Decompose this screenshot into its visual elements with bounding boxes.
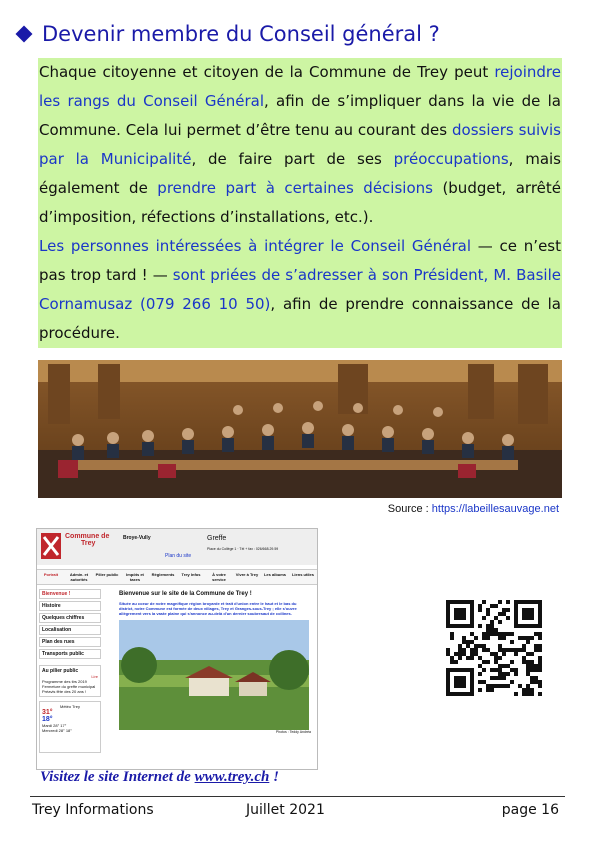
nav-item[interactable]: Impôts et taxes	[126, 572, 144, 582]
diamond-bullet-icon	[16, 26, 33, 43]
text: , mais également de	[39, 150, 561, 197]
site-section: Greffe	[207, 535, 227, 542]
nav-item[interactable]: Portrait	[43, 572, 59, 577]
website-screenshot	[36, 528, 318, 770]
weather-widget	[39, 701, 101, 753]
highlight: dossiers suivis par la Municipalité	[39, 121, 561, 168]
weather-title: Météo Trey	[59, 704, 80, 709]
visit-line	[40, 769, 279, 786]
website-link[interactable]: www.trey.ch	[194, 769, 270, 785]
weather-day: Mercredi 28° 18°	[42, 728, 72, 733]
pillar-title: Au pilier public	[42, 668, 79, 674]
council-photo	[38, 360, 562, 498]
sidebar-item[interactable]: Bienvenue !	[39, 589, 101, 599]
pillar-box	[39, 665, 101, 697]
photo-source	[388, 503, 559, 515]
weather-high: 31°	[42, 709, 53, 716]
text: — ce n’est pas trop tard ! —	[39, 237, 561, 284]
sidebar-item[interactable]: Localisation	[39, 625, 101, 635]
visit-post: !	[269, 769, 279, 785]
visit-pre: Visitez	[40, 769, 81, 785]
pillar-item[interactable]: Préavis fête des 20 ans !	[42, 689, 87, 694]
site-address: Place du Collège 1 · Tél + fax : 026/668.29.59	[207, 547, 279, 551]
nav-item[interactable]: À votre service	[212, 572, 226, 582]
sidebar-item[interactable]: Transports public	[39, 649, 101, 659]
text: , afin de prendre connaissance de la procédure.	[39, 295, 562, 342]
nav-item[interactable]: Pilier public	[95, 572, 119, 577]
weather-day: Mardi 28° 17°	[42, 723, 67, 728]
pillar-item[interactable]: Fermeture du greffe municipal	[42, 684, 96, 689]
nav-item[interactable]: Règlements	[151, 572, 175, 577]
heading-text: Devenir membre du Conseil général ?	[42, 22, 440, 46]
highlight: sont priées de s’adresser à son Président, M. Basile Cornamusaz (079 266 10 50)	[39, 266, 561, 313]
nav-item[interactable]: Admin. et autorités	[69, 572, 89, 582]
source-link[interactable]: https://labeillesauvage.net	[431, 503, 559, 515]
text: Chaque citoyenne et citoyen de la Commune de Trey peut	[39, 63, 495, 81]
highlight: prendre part à certaines décisions	[157, 179, 433, 197]
footer-rule	[30, 796, 565, 797]
sidebar-item[interactable]: Histoire	[39, 601, 101, 611]
nav-item[interactable]: Liens utiles	[291, 572, 314, 577]
region: Broye-Vully	[123, 535, 151, 541]
nav-item[interactable]: Vivre à Trey	[235, 572, 259, 577]
sitemap-link[interactable]: Plan du site	[165, 553, 192, 559]
highlight: Les personnes intéressées à intégrer le Conseil Général	[39, 237, 472, 255]
info-box	[38, 58, 562, 348]
paragraph-2	[38, 232, 562, 348]
village-photo	[119, 620, 309, 730]
site-sidebar	[39, 589, 101, 753]
pillar-item[interactable]: Programme des tirs 2019	[42, 679, 87, 684]
highlight: préoccupations	[393, 150, 509, 168]
qr-code-icon[interactable]	[446, 600, 542, 696]
welcome-title: Bienvenue sur le site de la Commune de Trey !	[119, 591, 252, 597]
text: , afin de s’impliquer dans la vie de la Commune. Cela lui permet d’être tenu au courant des	[39, 92, 561, 139]
site-main	[119, 591, 311, 734]
welcome-intro: Située au coeur de notre magnifique région broyarde et trait d'union entre le haut et le bas du district, notre Commune est formée de deux villages, Trey et Granges-sous-Trey ; elle s'ouvre allègrement vers la vaste plaine qui s'annonce au-delà d'un dernier soubresaut de collines.	[119, 601, 297, 616]
site-nav	[37, 569, 317, 585]
brand-line1: Commune de	[65, 533, 110, 540]
text: , de faire part de ses	[191, 150, 394, 168]
weather-low: 18°	[42, 716, 53, 723]
photo-credit: Photos : Teddy Andréa	[275, 730, 311, 734]
pillar-more[interactable]: Lire	[91, 674, 98, 679]
text: (budget, arrêté d’imposition, réfections d’installations, etc.).	[39, 179, 561, 226]
footer-center: Juillet 2021	[246, 802, 325, 818]
brand-line2: Trey	[81, 540, 96, 547]
footer-left: Trey Informations	[32, 802, 154, 818]
source-label: Source :	[387, 503, 432, 515]
visit-mid: le site Internet de	[80, 769, 195, 785]
nav-item[interactable]: Trey Infos	[181, 572, 201, 577]
nav-item[interactable]: Les albums	[263, 572, 286, 577]
page-title	[14, 22, 440, 46]
sidebar-item[interactable]: Plan des rues	[39, 637, 101, 647]
footer-right: page 16	[501, 802, 559, 818]
coat-of-arms-icon	[41, 533, 61, 559]
paragraph-1	[38, 58, 562, 232]
highlight: rejoindre les rangs du Conseil Général	[39, 63, 561, 110]
sidebar-item[interactable]: Quelques chiffres	[39, 613, 101, 623]
site-brand	[65, 533, 109, 547]
